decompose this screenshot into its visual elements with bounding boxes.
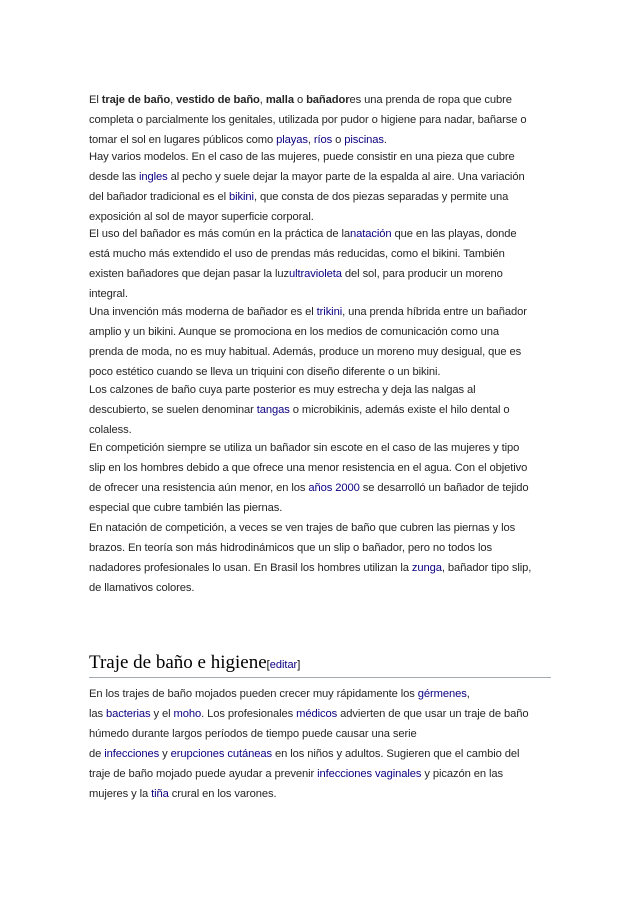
link-ingles[interactable]: ingles xyxy=(139,171,168,183)
link-bikini[interactable]: bikini xyxy=(229,191,254,203)
term-traje-de-bano: traje de baño xyxy=(101,94,171,106)
term-vestido-de-bano: vestido de baño xyxy=(176,94,260,106)
paragraph-hygiene: En los trajes de baño mojados pueden crecer muy rápidamente los gérmenes, las bacterias y el moho. Los profesionales médicos advierten de que usar un traje de baño húmedo durante largos períodos de tiempo puede causar una serie de infecciones y erupciones cutáneas en los niños y adultos. Sugieren que el cambio del traje de baño mojado puede ayudar a prevenir infecciones vaginales y picazón en las mujeres y la tiña crural en los varones. xyxy=(89,688,529,800)
link-germenes[interactable]: gérmenes xyxy=(417,688,467,700)
link-bacterias[interactable]: bacterias xyxy=(106,708,151,720)
term-banador: bañador xyxy=(306,94,350,106)
edit-link[interactable]: editar xyxy=(269,659,298,671)
link-piscinas[interactable]: piscinas xyxy=(344,134,384,146)
section-heading-higiene: Traje de baño e higiene[editar] xyxy=(89,652,301,673)
link-natacion[interactable]: natación xyxy=(349,228,392,240)
link-infecciones[interactable]: infecciones xyxy=(104,748,160,760)
paragraph-intro: El traje de baño, vestido de baño, malla o bañadores una prenda de ropa que cubre completa o parcialmente los genitales, utilizada por pudor o higiene para nadar, bañarse o tomar el sol en lugares públicos como playas, ríos o piscinas. xyxy=(89,94,527,146)
paragraph-models: Hay varios modelos. En el caso de las mujeres, puede consistir en una pieza que cubre desde las ingles al pecho y suele dejar la mayor parte de la espalda al aire. Una variación del bañador tradicional es el bikini, que consta de dos piezas separadas y permite una exposición al sol de mayor superficie corporal. xyxy=(89,151,525,223)
link-erupciones-cutaneas[interactable]: erupciones cutáneas xyxy=(170,748,273,760)
term-malla: malla xyxy=(265,94,294,106)
paragraph-trikini: Una invención más moderna de bañador es el trikini, una prenda híbrida entre un bañador amplio y un bikini. Aunque se promociona en los medios de comunicación como una prenda de moda, no es muy habitual. Además, produce un moreno muy desigual, que es poco estético cuando se lleva un triquini con diseño diferente o un bikini. xyxy=(89,306,527,378)
link-tina[interactable]: tiña xyxy=(151,788,169,800)
paragraph-tangas: Los calzones de baño cuya parte posterior es muy estrecha y deja las nalgas al descubierto, se suelen denominar tangas o microbikinis, además existe el hilo dental o colaless. xyxy=(89,384,510,436)
link-rios[interactable]: ríos xyxy=(313,134,333,146)
section-divider xyxy=(89,677,551,678)
link-moho[interactable]: moho xyxy=(173,708,202,720)
link-trikini[interactable]: trikini xyxy=(316,306,343,318)
link-infecciones-vaginales[interactable]: infecciones vaginales xyxy=(317,768,422,780)
link-playas[interactable]: playas xyxy=(276,134,308,146)
paragraph-competition: En competición siempre se utiliza un bañador sin escote en el caso de las mujeres y tipo slip en los hombres debido a que ofrece una menor resistencia en el agua. Con el objetivo de ofrecer una resistencia aún menor, en los años 2000 se desarrolló un bañador de tejido especial que cubre también las piernas. xyxy=(89,442,529,514)
paragraph-usage: El uso del bañador es más común en la práctica de lanatación que en las playas, donde está mucho más extendido el uso de prendas más reducidas, como el bikini. También existen bañadores que dejan pasar la luzultravioleta del sol, para producir un moreno integral. xyxy=(89,228,517,300)
link-medicos[interactable]: médicos xyxy=(296,708,338,720)
link-zunga[interactable]: zunga xyxy=(411,562,442,574)
edit-section: [editar] xyxy=(266,659,301,671)
paragraph-full-body: En natación de competición, a veces se ven trajes de baño que cubren las piernas y los brazos. En teoría son más hidrodinámicos que un slip o bañador, pero no todos los nadadores profesionales lo usan. En Brasil los hombres utilizan la zunga, bañador tipo slip, de llamativos colores. xyxy=(89,522,532,594)
link-ultravioleta[interactable]: ultravioleta xyxy=(289,268,342,280)
link-tangas[interactable]: tangas xyxy=(256,404,290,416)
link-anos-2000[interactable]: años 2000 xyxy=(308,482,360,494)
